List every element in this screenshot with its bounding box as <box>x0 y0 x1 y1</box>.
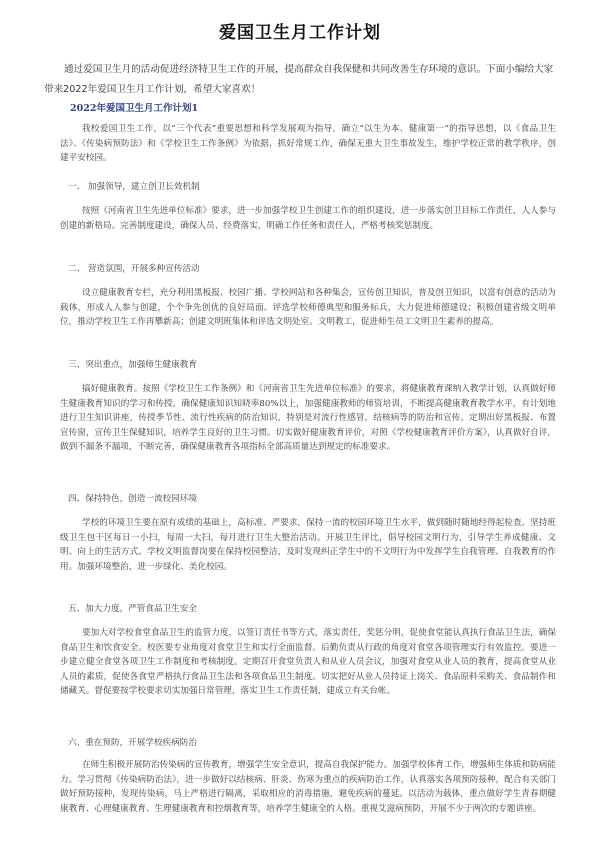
section-body-2: 设立健康教育专栏，充分利用黑板报、校园广播、学校网站和各种集会，宣传创卫知识，普及创卫知识，以富有创意的活动为载体，形成人人参与创建，个个争先创优的良好局面。评选学校师德典型和服务标兵，大力促进师德建设；积极创建省级文明单位，推动学校卫生工作再攀新高；创建文明班集体和评选文明处室、文明教工，促进师生员工文明卫生素养的提高。 <box>60 288 556 328</box>
plan-heading: 2022年爱国卫生月工作计划1 <box>70 103 199 114</box>
section-body-5: 要加大对学校食堂食品卫生的监管力度，以签订责任书等方式，落实责任，奖惩分明，促使食堂能认真执行食品卫生法，确保食品卫生和饮食安全。校医要专业角度对食堂卫生和实行全面监督。后勤负责从行政的角度对食堂各项管理实行有效监控。要进一步建立健全食堂各项卫生工作制度和考核制度。定期召开食堂负责人和从业人员会议，加强对食堂从业人员的教育，提高食堂从业人员的素质，促使各食堂严格执行食品卫生法和各项食品卫生制度。切实把好从业人员持证上岗关、食品原料采购关、食品制作和储藏关。督促要按学校要求切实加强日常管理，落实卫生工作责任制，建成立有关台帐。 <box>60 628 556 697</box>
section-heading-2: 二、 营造氛围，开展多种宣传活动 <box>68 264 200 274</box>
document-title: 爱国卫生月工作计划 <box>219 23 381 43</box>
section-body-1: 按照《河南省卫生先进单位标准》要求，进一步加强学校卫生创建工作的组织建设，进一步落实创卫目标工作责任，人人参与创建的新格局。完善制度建设，确保人员、经费落实，明确工作任务和责任人，严格考核奖惩制度。 <box>60 206 556 231</box>
section-heading-6: 六、重在预防，开展学校疾病防治 <box>68 738 197 748</box>
section-body-6: 在师生积极开展防治传染病的宣传教育，增强学生安全意识，提高自我保护能力。加强学校体育工作，增强师生体质和防病能力。学习贯彻《传染病防治法》，进一步做好以结核病、肝炎、伤寒为重点的疾病防治工作，认真落实各项预防接种，配合有关部门做好预防接种，发现传染病，马上严格进行隔离，采取相应的消毒措施，避免疾病的蔓延。以活动为载体，重点做好学生青春期健康教育、心理健康教育、生理健康教育和控烟教育等，培养学生健康全的人格。重视艾滋病预防，开展不少于两次的专题讲座。 <box>60 760 556 814</box>
preamble-paragraph: 我校爱国卫生工作，以“三个代表”重要思想和科学发展观为指导，确立“以生为本、健康第一”的指导思想，以《食品卫生法》、《传染病预防法》和《学校卫生工作条例》为依据，抓好常规工作，确保无重大卫生事故发生，维护学校正常的教学秩序，创建平安校园。 <box>60 124 556 164</box>
section-body-4: 学校的环境卫生要在原有成绩的基础上，高标准、严要求，保持一流的校园环境卫生水平，做到随时随地经得起检查。坚持班级卫生包干区每日一小扫，每周一大扫，每月进行卫生大整治活动。开展卫生评比，倡导校园文明行为，引导学生养成健康、文明、向上的生活方式。学校文明监督岗要在保持校园整洁，及时发现纠正学生中的不文明行为中发挥学生自我管理、自我教育的作用。加强环境整治，进一步绿化、美化校园。 <box>60 518 556 572</box>
intro-paragraph: 通过爱国卫生月的活动促进经济特卫生工作的开展，提高群众自我保健和共同改善生存环境的意识。下面小编给大家带来2022年爱国卫生月工作计划，希望大家喜欢！ <box>44 64 554 95</box>
section-heading-1: 一、 加强领导，建立创卫长效机制 <box>68 182 200 192</box>
section-heading-5: 五、加大力度，严管食品卫生安全 <box>68 604 197 614</box>
section-heading-3: 三、突出重点，加强师生健康教育 <box>68 360 197 370</box>
section-heading-4: 四、保持特色，创造一流校园环境 <box>68 494 197 504</box>
section-body-3: 搞好健康教育。按照《学校卫生工作条例》和《河南省卫生先进单位标准》的要求，将健康教育课纳入教学计划，认真做好师生健康教育知识的学习和传授，确保健康知识知晓率80%以上，加强健康教师的师资培训，不断提高健康教育教学水平，有计划地进行卫生知识讲座，传授季节性、流行性疾病的防治知识，特别是对流行性感冒，结核病等的防治和宣传。定期出好黑板报、布置宣传窗，宣传卫生保健知识，培养学生良好的卫生习惯。切实做好健康教育评价，对照《学校健康教育评价方案》，认真做好自评，做到不漏条不漏项，不断完善，确保健康教育各项指标全部高质量达到规定的标准要求。 <box>60 384 556 453</box>
scanned-plan-image <box>60 92 558 840</box>
